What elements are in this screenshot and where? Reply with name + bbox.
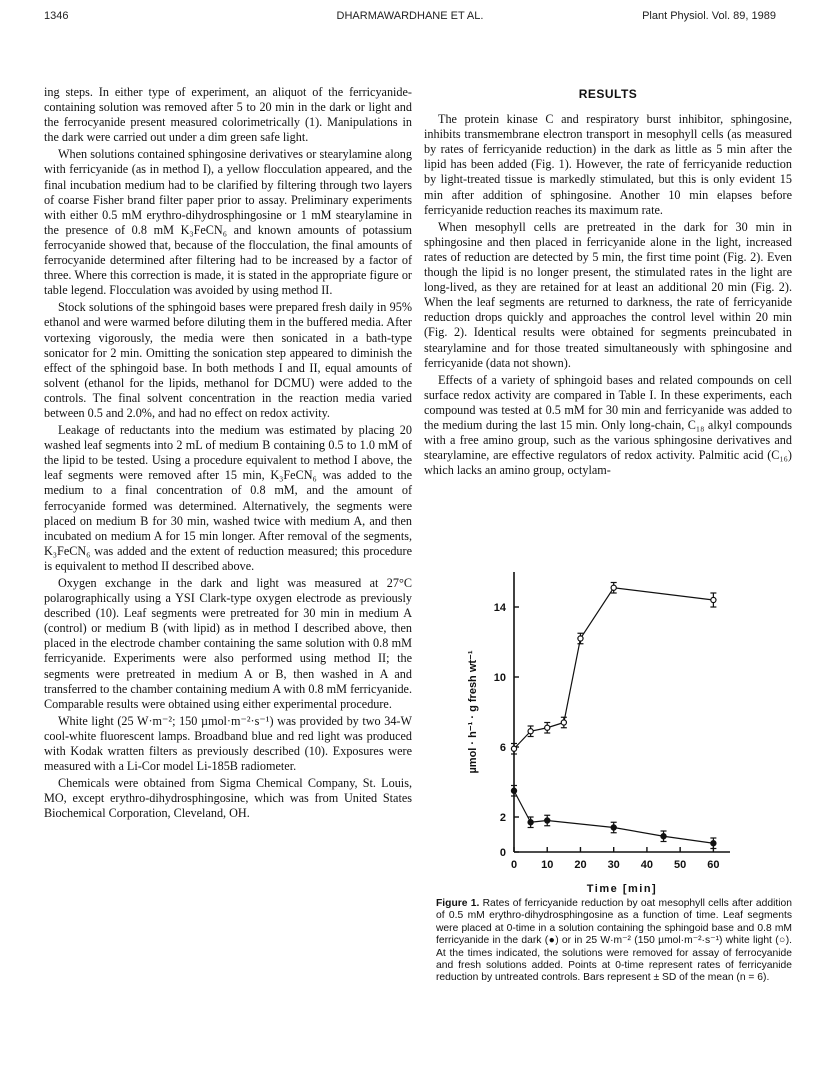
y-tick-label: 10 — [493, 672, 506, 684]
x-tick-label: 20 — [574, 859, 587, 871]
x-tick-label: 0 — [510, 859, 518, 871]
data-point-dark — [528, 820, 533, 825]
x-tick-label: 40 — [640, 859, 654, 871]
caption-label: Figure 1. — [436, 898, 480, 909]
paragraph: White light (25 W·m⁻²; 150 µmol·m⁻²·s⁻¹) was provided by two 34-W cool-white fluorescent lamps. Broadband blue and red light was produced with Kodak wratten filters as previously described (10). Exposures were measured with a Li-Cor model Li-185B radiometer. — [44, 713, 412, 774]
data-point-light — [711, 597, 716, 602]
x-tick-label: 10 — [541, 859, 554, 871]
data-point-light — [545, 725, 550, 730]
page-number: 1346 — [44, 10, 69, 22]
caption-text: Rates of ferricyanide reduction by oat mesophyll cells after addition of 0.5 mM erythro-dihydrosphingosine as a function of time. Leaf segments were placed at 0-time in a solution containing the sphingoid base and 0.8 mM ferricyanide in the dark (●) or in 25 W·m⁻² (150 µmol·m⁻²·s⁻¹) white light (○). At the times indicated, the solutions were removed for assay of ferrocyanide and fresh solutions added. Points at 0-time represent rates of ferricyanide reduction by untreated controls. Bars represent ± SD of the mean (n = 6). — [436, 898, 792, 984]
paragraph: When mesophyll cells are pretreated in the dark for 30 min in sphingosine and then placed in ferricyanide alone in the light, increased rates of reduction are detected by 5 min, the first time point (Fig. 2). Even though the lipid is no longer present, the stimulated rates in the light are long-lived, as they are retained for at least an additional 20 min (Fig. 2). When the leaf segments are returned to darkness, the rate of ferricyanide reduction drops quickly and approaches the control level within 20 min (Fig. 2). Identical results were obtained for segments preincubated in stearylamine and for those treated simultaneously with sphingosine and ferricyanide (data not shown). — [424, 219, 792, 370]
paragraph: Effects of a variety of sphingoid bases and related compounds on cell surface redox activity are compared in Table I. In these experiments, each compound was tested at 0.5 mM for 30 min and ferricyanide was added to the medium during the last 15 min. Only long-chain, C₁₈ alkyl compounds with a free amino group, such as the various sphingosine derivatives and stearylamine, are effective regulators of redox activity. Palmitic acid (C₁₆) which lacks an amino group, octylam- — [424, 372, 792, 478]
data-point-dark — [545, 818, 550, 823]
paragraph: When solutions contained sphingosine derivatives or stearylamine along with ferricyanide (as in method I), a yellow flocculation appeared, and the final incubation medium had to be clarified by filtering through two layers of coarse Fisher brand filter paper prior to assay. Preliminary experiments with either 0.5 mM erythro-dihydrosphingosine or 1 mM stearylamine in the presence of 0.8 mM K₃FeCN₆ and known amounts of potassium ferrocyanide showed that, because of the flocculation, the final amounts of ferrocyanide determined after filtering had to be increased by a factor of three. Where this correction is made, it is stated in the appropriate figure or table legend. Flocculation was avoided by using method II. — [44, 147, 412, 298]
line-chart — [424, 562, 794, 898]
data-point-light — [578, 636, 583, 641]
x-tick-label: 60 — [707, 859, 720, 871]
x-tick-label: 50 — [674, 859, 687, 871]
right-column — [424, 87, 792, 480]
x-tick-label: 30 — [607, 859, 620, 871]
paragraph: The protein kinase C and respiratory burst inhibitor, sphingosine, inhibits transmembrane electron transport in mesophyll cells (as measured by rates of ferricyanide reduction) in the dark as little as 5 min after the lipid has been added (Fig. 1). However, the rate of ferricyanide reduction by light-treated tissue is markedly stimulated, but this is only evident 15 min after addition of sphingosine. Another 10 min elapses before ferricyanide reduction reaches its maximum rate. — [424, 112, 792, 217]
section-heading: RESULTS — [578, 87, 638, 101]
data-point-light — [511, 746, 516, 751]
journal-citation: Plant Physiol. Vol. 89, 1989 — [642, 10, 776, 22]
data-point-dark — [661, 834, 666, 839]
paragraph: Leakage of reductants into the medium was estimated by placing 20 washed leaf segments into 2 mL of medium B containing 0.5 to 1.0 mM of the lipid to be tested. Using a procedure equivalent to method I above, the leaf segments were removed after 15 min, K₃FeCN₆ was added to the medium to a final concentration of 0.8 mM, and the amount of ferrocyanide formed was determined. Alternatively, the segments were placed on medium B for 30 min, washed twice with medium A, and then incubated on medium A for 15 min longer. After removal of the segments, K₃FeCN₆ was added and the extent of reduction measured; this procedure is equivalent to method II described above. — [44, 423, 412, 573]
paragraph: Chemicals were obtained from Sigma Chemical Company, St. Louis, MO, except erythro-dihydrosphingosine, which was from United States Biochemical Corporation, Cleveland, OH. — [44, 776, 412, 821]
y-tick-label: 14 — [493, 602, 506, 614]
series-line — [514, 791, 713, 844]
data-point-light — [528, 729, 533, 734]
paragraph: Oxygen exchange in the dark and light was measured at 27°C polarographically using a YSI Clark-type oxygen electrode as previously described (10). Leaf segments were pretreated for 30 min in medium A (control) or medium B (with lipid) as in method I described above, then placed in the electrode chamber containing the same solution with 0.8 mM ferricyanide. Experiments were also performed using method II; the segments were pretreated in medium A or B, then washed in A and transferred to the chamber containing medium A with 0.8 mM ferricyanide. Comparable results were obtained using either experimental procedure. — [44, 576, 412, 711]
figure-caption — [436, 898, 792, 985]
figure-1 — [424, 562, 794, 942]
y-tick-label: 0 — [499, 847, 506, 859]
paragraph: Stock solutions of the sphingoid bases were prepared fresh daily in 95% ethanol and were warmed before diluting them in the buffered media. After vortexing vigorously, the media were then sonicated in a bath-type sonicator for 2 min. Omitting the sonication step appeared to diminish the effect of the sphingoid base. In both methods I and II, equal amounts of solvent (ethanol for the lipids, methanol for DCMU) were added to the controls. The final solvent concentration in the reaction media varied between 0.5 and 2.0%, and had no effect on redox activity. — [44, 300, 412, 420]
data-point-light — [561, 720, 566, 725]
series-line — [514, 588, 713, 749]
y-tick-label: 2 — [499, 812, 506, 824]
x-axis-label: Time [min] — [586, 883, 658, 895]
running-authors: DHARMAWARDHANE ET AL. — [336, 10, 484, 22]
paragraph: ing steps. In either type of experiment, an aliquot of the ferricyanide-containing solution was removed after 5 to 20 min in the dark or light and the ferrocyanide present measured colorimetrically (1). Manipulations in the dark were carried out under a dim green safe light. — [44, 85, 412, 145]
left-column — [44, 85, 412, 824]
y-tick-label: 6 — [499, 742, 506, 754]
data-point-dark — [711, 841, 716, 846]
data-point-light — [611, 585, 616, 590]
data-point-dark — [511, 788, 516, 793]
y-axis-label: µmol · h⁻¹ · g fresh wt⁻¹ — [467, 650, 479, 774]
page-header — [44, 10, 776, 28]
data-point-dark — [611, 825, 616, 830]
